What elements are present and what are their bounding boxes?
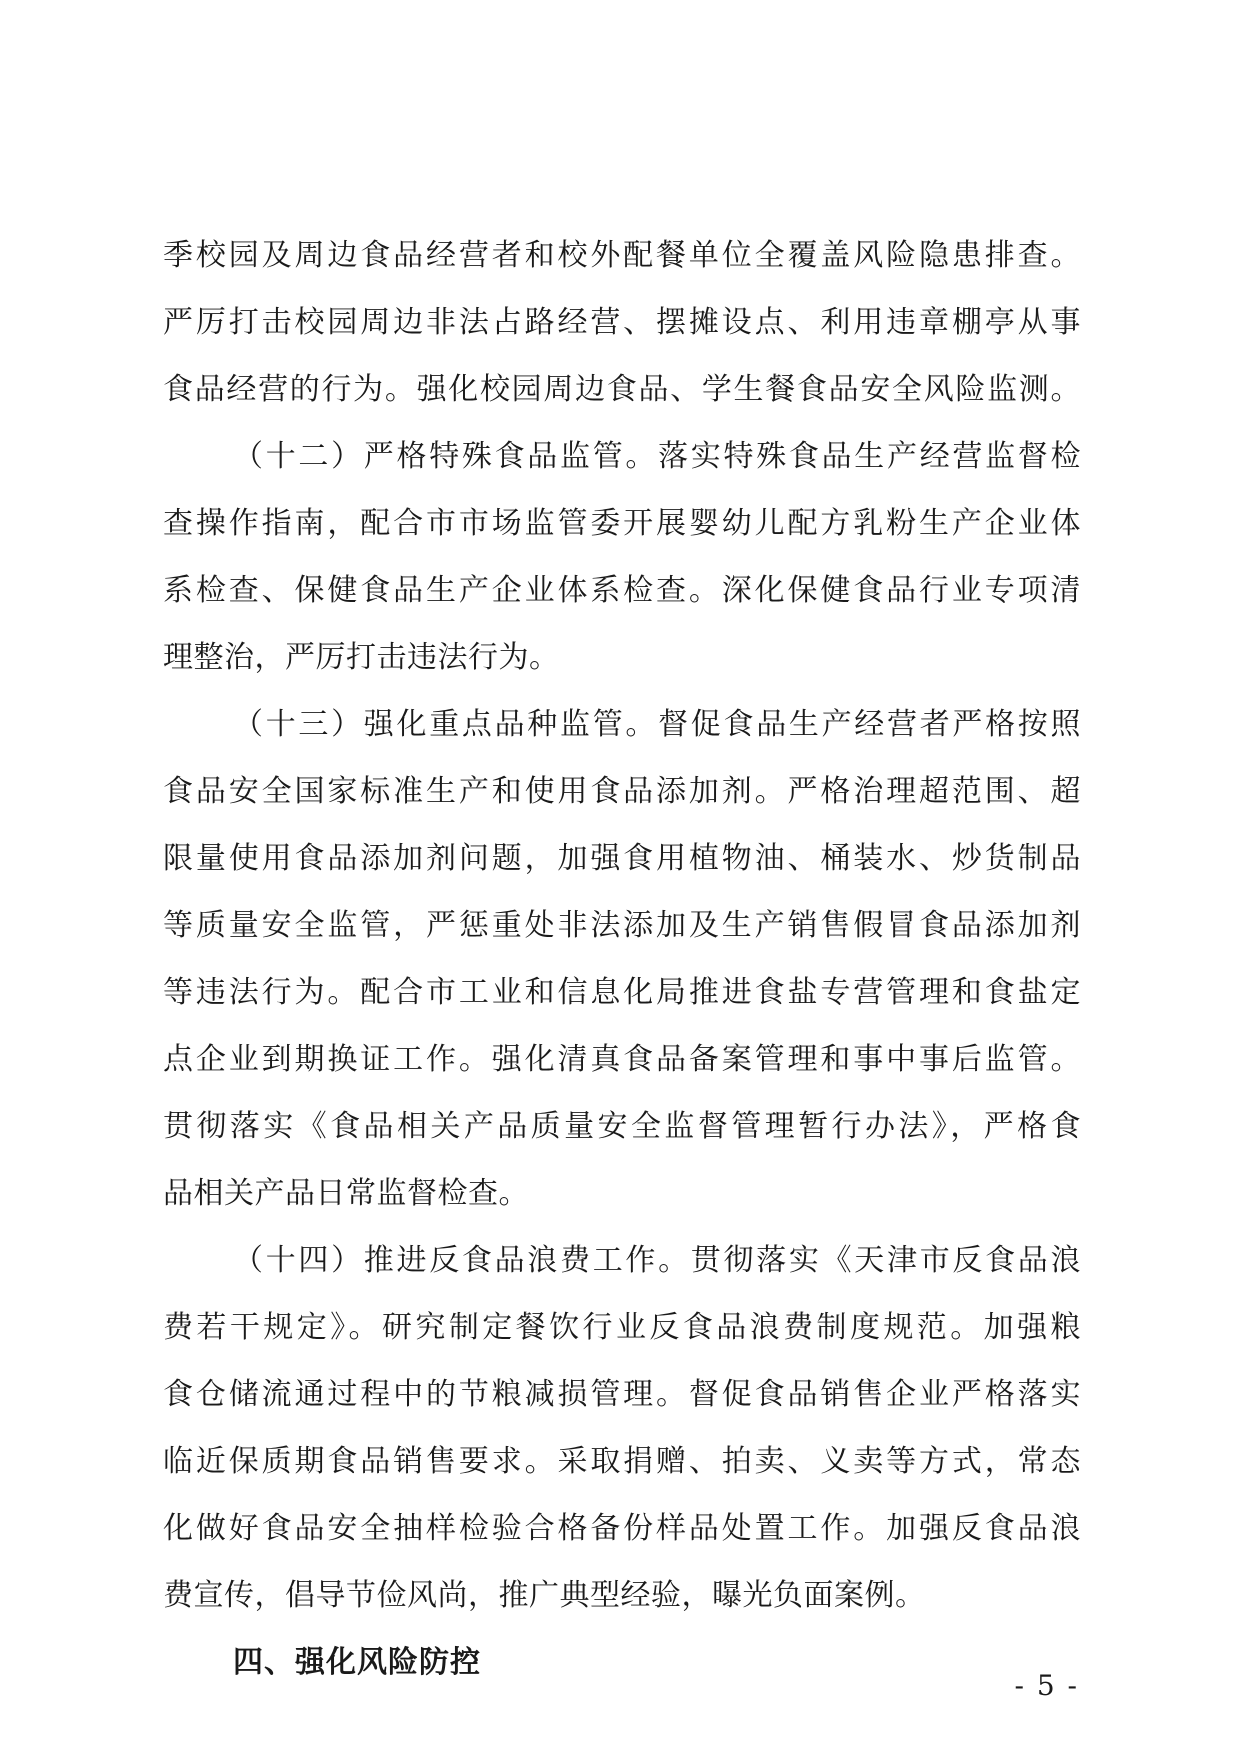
text-line: 等质量安全监管，严惩重处非法添加及生产销售假冒食品添加剂 <box>163 908 1081 943</box>
text-line: （十三）强化重点品种监管。督促食品生产经营者严格按照 <box>233 707 1081 742</box>
text-line: 费宣传，倡导节俭风尚，推广典型经验，曝光负面案例。 <box>163 1578 926 1613</box>
text-line: 查操作指南，配合市市场监管委开展婴幼儿配方乳粉生产企业体 <box>163 506 1081 541</box>
text-line: 严厉打击校园周边非法占路经营、摆摊设点、利用违章棚亭从事 <box>163 305 1081 340</box>
text-line: 季校园及周边食品经营者和校外配餐单位全覆盖风险隐患排查。 <box>163 238 1081 273</box>
page-number: - 5 - <box>1014 1669 1079 1702</box>
text-line: 品相关产品日常监督检查。 <box>163 1176 529 1211</box>
text-line: 点企业到期换证工作。强化清真食品备案管理和事中事后监管。 <box>163 1042 1081 1077</box>
paragraph-1 <box>163 222 1081 423</box>
text-line: 费若干规定》。研究制定餐饮行业反食品浪费制度规范。加强粮 <box>163 1310 1081 1345</box>
text-line: 系检查、保健食品生产企业体系检查。深化保健食品行业专项清 <box>163 573 1081 608</box>
text-line: 食仓储流通过程中的节粮减损管理。督促食品销售企业严格落实 <box>163 1377 1081 1412</box>
paragraph-2 <box>163 423 1081 691</box>
paragraph-3 <box>163 691 1081 1227</box>
text-line: （十二）严格特殊食品监管。落实特殊食品生产经营监督检 <box>233 439 1081 474</box>
text-line: 等违法行为。配合市工业和信息化局推进食盐专营管理和食盐定 <box>163 975 1081 1010</box>
text-line: 食品安全国家标准生产和使用食品添加剂。严格治理超范围、超 <box>163 774 1081 809</box>
text-line: （十四）推进反食品浪费工作。贯彻落实《天津市反食品浪 <box>233 1243 1081 1278</box>
text-line: 临近保质期食品销售要求。采取捐赠、拍卖、义卖等方式，常态 <box>163 1444 1081 1479</box>
paragraph-4 <box>163 1227 1081 1629</box>
section-heading: 四、强化风险防控 <box>233 1645 481 1680</box>
text-line: 贯彻落实《食品相关产品质量安全监督管理暂行办法》，严格食 <box>163 1109 1081 1144</box>
text-line: 食品经营的行为。强化校园周边食品、学生餐食品安全风险监测。 <box>163 372 1081 407</box>
text-line: 限量使用食品添加剂问题，加强食用植物油、桶装水、炒货制品 <box>163 841 1081 876</box>
document-body <box>163 222 1081 1696</box>
text-line: 化做好食品安全抽样检验合格备份样品处置工作。加强反食品浪 <box>163 1511 1081 1546</box>
text-line: 理整治，严厉打击违法行为。 <box>163 640 560 675</box>
